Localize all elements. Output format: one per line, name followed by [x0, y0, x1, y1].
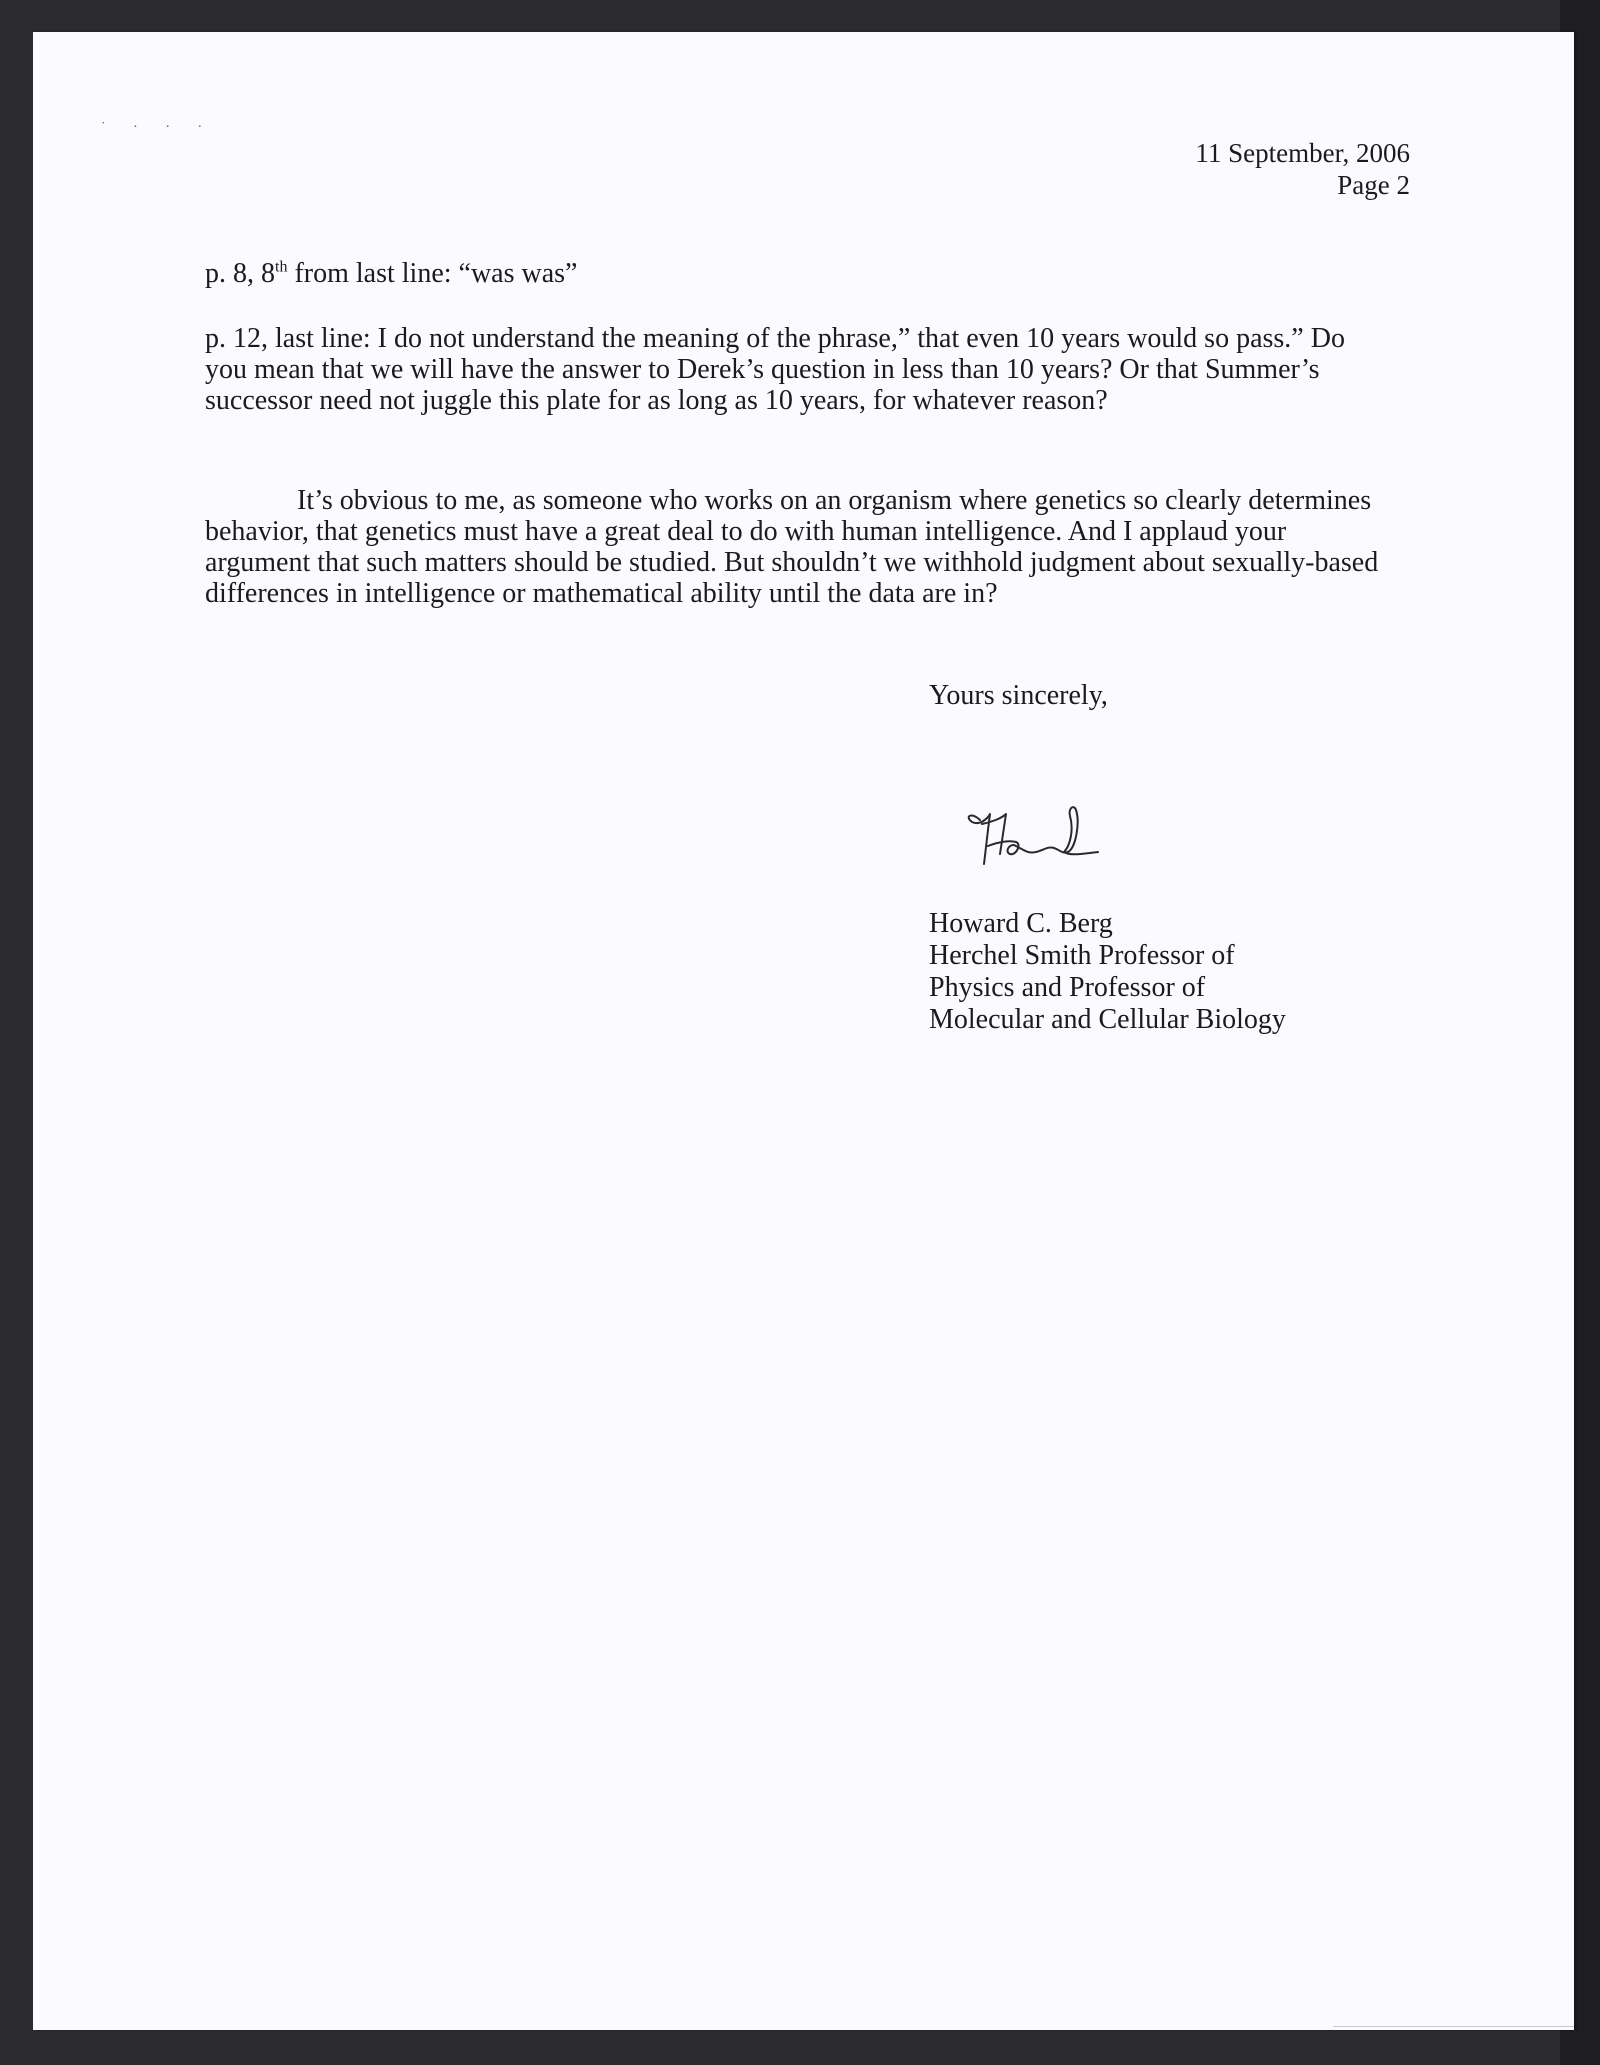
- letter-page: [33, 32, 1574, 2030]
- body-paragraph-1: p. 12, last line: I do not understand the meaning of the phrase,” that even 10 years would so pass.” Do you mean that we will have the answer to Derek’s question in less than 10 years? Or that Summer’s successor need not juggle this plate for as long as 10 years, for whatever reason?: [205, 323, 1345, 416]
- letter-date: 11 September, 2006: [1195, 138, 1410, 168]
- signature-block: [929, 908, 1286, 1036]
- note-text-pre: p. 8, 8: [205, 258, 275, 289]
- closing: Yours sincerely,: [929, 680, 1108, 711]
- note-paragraph: [205, 258, 1005, 289]
- signer-title-line-1: Herchel Smith Professor of: [929, 940, 1235, 971]
- sheet-edge-line: [1333, 2026, 1574, 2027]
- stray-marks: ˙ · · ·: [101, 120, 215, 135]
- letter-header: [1195, 137, 1410, 201]
- signer-name: Howard C. Berg: [929, 908, 1113, 939]
- signer-title-line-2: Physics and Professor of: [929, 972, 1206, 1003]
- body-paragraph-2: It’s obvious to me, as someone who works on an organism where genetics so clearly determines behavior, that genetics must have a great deal to do with human intelligence. And I applaud your argument that such matters should be studied. But shouldn’t we withhold judgment about sexually-based differences in intelligence or mathematical ability until the data are in?: [205, 485, 1379, 609]
- page-number: Page 2: [1337, 170, 1410, 200]
- note-superscript: th: [275, 258, 288, 276]
- handwritten-signature: [958, 802, 1108, 882]
- note-text-post: from last line: “was was”: [287, 258, 578, 289]
- signer-title-line-3: Molecular and Cellular Biology: [929, 1004, 1286, 1035]
